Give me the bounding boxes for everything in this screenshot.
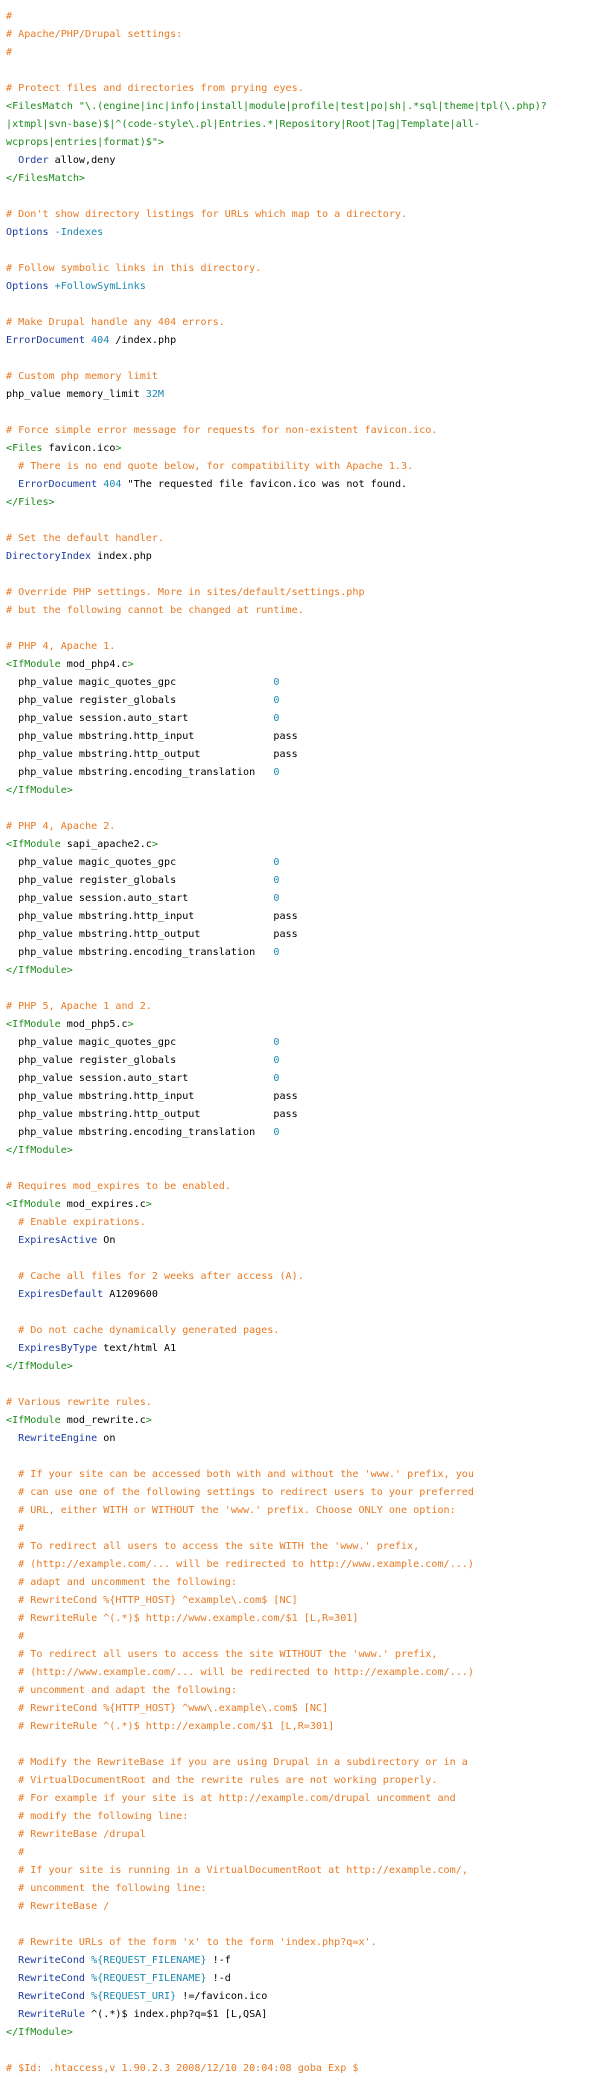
code-line: [6, 134, 600, 152]
code-line: [6, 566, 600, 584]
code-line: [6, 1304, 600, 1322]
value-token: 0: [273, 677, 280, 688]
code-line: [6, 872, 600, 890]
code-line: [6, 1322, 600, 1340]
code-line: [6, 2060, 600, 2078]
plain-text: [6, 2009, 18, 2020]
directive-keyword: Options: [6, 281, 49, 292]
tag-text: </IfModule>: [6, 1145, 73, 1156]
code-line: [6, 332, 600, 350]
code-line: [6, 170, 600, 188]
plain-text: allow,deny: [48, 155, 116, 166]
code-line: [6, 278, 600, 296]
plain-text: [6, 1955, 18, 1966]
tag-text: <FilesMatch "\.(engine|inc|info|install|module|profile|test|po|sh|.*sql|theme|tpl(\.php)?: [6, 101, 547, 112]
plain-text: php_value mbstring.http_output pass: [6, 929, 298, 940]
plain-text: php_value register_globals: [6, 1055, 274, 1066]
code-line: [6, 1088, 600, 1106]
plain-text: on: [97, 1433, 116, 1444]
comment-text: # PHP 5, Apache 1 and 2.: [6, 1001, 152, 1012]
directive-keyword: ExpiresActive: [18, 1235, 98, 1246]
code-line: [6, 1430, 600, 1448]
code-line: [6, 350, 600, 368]
plain-text: "The requested file favicon.ico was not found.: [121, 479, 408, 490]
comment-text: # (http://example.com/... will be redirected to http://www.example.com/...): [6, 1559, 474, 1570]
value-token: 32M: [145, 389, 165, 400]
tag-text: <IfModule: [6, 1019, 61, 1030]
comment-text: # RewriteBase /drupal: [6, 1829, 146, 1840]
value-token: 0: [273, 1055, 280, 1066]
code-line: [6, 1070, 600, 1088]
plain-text: favicon.ico: [42, 443, 116, 454]
code-line: [6, 1538, 600, 1556]
code-line: [6, 1196, 600, 1214]
code-line: [6, 62, 600, 80]
code-line: [6, 1214, 600, 1232]
comment-text: #: [6, 47, 13, 58]
plain-text: php_value mbstring.http_input pass: [6, 1091, 298, 1102]
plain-text: [6, 479, 18, 490]
plain-text: php_value register_globals: [6, 695, 274, 706]
comment-text: # adapt and uncomment the following:: [6, 1577, 237, 1588]
comment-text: # modify the following line:: [6, 1811, 189, 1822]
value-token: +FollowSymLinks: [54, 281, 146, 292]
comment-text: # Make Drupal handle any 404 errors.: [6, 317, 225, 328]
code-line: [6, 1754, 600, 1772]
plain-text: php_value mbstring.http_output pass: [6, 749, 298, 760]
comment-text: # Cache all files for 2 weeks after access (A).: [6, 1271, 304, 1282]
code-line: [6, 1934, 600, 1952]
plain-text: php_value magic_quotes_gpc: [6, 857, 274, 868]
value-token: 0: [273, 1073, 280, 1084]
plain-text: [6, 1433, 18, 1444]
value-token: %{REQUEST_FILENAME}: [91, 1973, 207, 1984]
code-line: [6, 80, 600, 98]
comment-text: # Don't show directory listings for URLs which map to a directory.: [6, 209, 408, 220]
value-token: 0: [273, 1037, 280, 1048]
value-token: 0: [273, 767, 280, 778]
code-line: [6, 458, 600, 476]
tag-text: >: [151, 839, 158, 850]
code-line: [6, 1502, 600, 1520]
plain-text: [6, 1973, 18, 1984]
comment-text: # Apache/PHP/Drupal settings:: [6, 29, 183, 40]
plain-text: [6, 155, 18, 166]
code-line: [6, 386, 600, 404]
comment-text: # Force simple error message for requests for non-existent favicon.ico.: [6, 425, 438, 436]
plain-text: A1209600: [103, 1289, 158, 1300]
code-line: [6, 116, 600, 134]
value-token: 0: [273, 947, 280, 958]
code-line: [6, 1340, 600, 1358]
tag-text: </IfModule>: [6, 965, 73, 976]
directive-keyword: RewriteEngine: [18, 1433, 98, 1444]
tag-text: <IfModule: [6, 839, 61, 850]
value-token: 0: [273, 893, 280, 904]
code-line: [6, 746, 600, 764]
plain-text: php_value register_globals: [6, 875, 274, 886]
code-line: [6, 26, 600, 44]
code-line: [6, 980, 600, 998]
directive-keyword: DirectoryIndex: [6, 551, 92, 562]
code-line: [6, 1880, 600, 1898]
plain-text: index.php: [91, 551, 152, 562]
code-line: [6, 1808, 600, 1826]
code-line: [6, 710, 600, 728]
code-line: [6, 440, 600, 458]
comment-text: # RewriteCond %{HTTP_HOST} ^www\.example\.com$ [NC]: [6, 1703, 329, 1714]
directive-keyword: ErrorDocument: [6, 335, 86, 346]
tag-text: </IfModule>: [6, 785, 73, 796]
code-line: [6, 368, 600, 386]
comment-text: #: [6, 11, 13, 22]
code-line: [6, 476, 600, 494]
comment-text: # Set the default handler.: [6, 533, 165, 544]
code-line: [6, 1412, 600, 1430]
directive-keyword: RewriteCond: [18, 1991, 86, 2002]
plain-text: php_value magic_quotes_gpc: [6, 677, 274, 688]
plain-text: mod_rewrite.c: [60, 1415, 146, 1426]
code-line: [6, 1520, 600, 1538]
plain-text: [6, 1289, 18, 1300]
code-line: [6, 692, 600, 710]
code-line: [6, 1610, 600, 1628]
tag-text: >: [145, 1415, 152, 1426]
comment-text: # uncomment and adapt the following:: [6, 1685, 237, 1696]
comment-text: # URL, either WITH or WITHOUT the 'www.' prefix. Choose ONLY one option:: [6, 1505, 456, 1516]
plain-text: php_value mbstring.encoding_translation: [6, 947, 274, 958]
value-token: %{REQUEST_URI}: [91, 1991, 177, 2002]
value-token: 404: [103, 479, 122, 490]
code-line: [6, 1718, 600, 1736]
code-line: [6, 1862, 600, 1880]
comment-text: # If your site can be accessed both with and without the 'www.' prefix, you: [6, 1469, 474, 1480]
code-line: [6, 1448, 600, 1466]
tag-text: <IfModule: [6, 1199, 61, 1210]
comment-text: # If your site is running in a VirtualDocumentRoot at http://example.com/,: [6, 1865, 468, 1876]
plain-text: php_value mbstring.http_output pass: [6, 1109, 298, 1120]
comment-text: # To redirect all users to access the site WITHOUT the 'www.' prefix,: [6, 1649, 438, 1660]
code-line: [6, 1628, 600, 1646]
code-line: [6, 1160, 600, 1178]
tag-text: >: [145, 1199, 152, 1210]
code-line: [6, 1178, 600, 1196]
code-line: [6, 242, 600, 260]
code-line: [6, 764, 600, 782]
directive-keyword: RewriteCond: [18, 1973, 86, 1984]
code-line: [6, 44, 600, 62]
code-line: [6, 1142, 600, 1160]
value-token: %{REQUEST_FILENAME}: [91, 1955, 207, 1966]
code-line: [6, 260, 600, 278]
code-line: [6, 944, 600, 962]
comment-text: # can use one of the following settings to redirect users to your preferred: [6, 1487, 474, 1498]
plain-text: php_value mbstring.encoding_translation: [6, 1127, 274, 1138]
code-line: [6, 1952, 600, 1970]
comment-text: # For example if your site is at http://example.com/drupal uncomment and: [6, 1793, 456, 1804]
directive-keyword: RewriteCond: [18, 1955, 86, 1966]
code-line: [6, 1736, 600, 1754]
tag-text: <IfModule: [6, 1415, 61, 1426]
plain-text: php_value mbstring.http_input pass: [6, 731, 298, 742]
plain-text: [6, 1991, 18, 2002]
directive-keyword: ExpiresDefault: [18, 1289, 104, 1300]
code-line: [6, 206, 600, 224]
plain-text: mod_php5.c: [60, 1019, 128, 1030]
code-line: [6, 422, 600, 440]
code-line: [6, 620, 600, 638]
code-line: [6, 1376, 600, 1394]
code-line: [6, 854, 600, 872]
plain-text: [6, 1343, 18, 1354]
tag-text: |xtmpl|svn-base)$|^(code-style\.pl|Entries.*|Repository|Root|Tag|Template|all-: [6, 119, 481, 130]
comment-text: # uncomment the following line:: [6, 1883, 207, 1894]
code-line: [6, 1052, 600, 1070]
code-line: [6, 1844, 600, 1862]
directive-keyword: ExpiresByType: [18, 1343, 98, 1354]
code-line: [6, 314, 600, 332]
plain-text: On: [97, 1235, 116, 1246]
comment-text: # but the following cannot be changed at runtime.: [6, 605, 304, 616]
plain-text: !-f: [206, 1955, 231, 1966]
code-line: [6, 1682, 600, 1700]
code-line: [6, 1664, 600, 1682]
id-comment: # $Id: .htaccess,v 1.90.2.3 2008/12/10 20:04:08 goba Exp $: [6, 2063, 359, 2074]
code-line: [6, 404, 600, 422]
comment-text: #: [6, 1631, 25, 1642]
code-line: [6, 890, 600, 908]
code-line: [6, 800, 600, 818]
comment-text: # Enable expirations.: [6, 1217, 146, 1228]
code-line: [6, 1016, 600, 1034]
plain-text: /index.php: [109, 335, 177, 346]
code-line: [6, 152, 600, 170]
comment-text: # RewriteRule ^(.*)$ http://example.com/$1 [L,R=301]: [6, 1721, 335, 1732]
code-line: [6, 1358, 600, 1376]
comment-text: # RewriteRule ^(.*)$ http://www.example.com/$1 [L,R=301]: [6, 1613, 359, 1624]
code-line: [6, 1970, 600, 1988]
plain-text: php_value session.auto_start: [6, 893, 274, 904]
code-line: [6, 1484, 600, 1502]
code-line: [6, 926, 600, 944]
plain-text: mod_php4.c: [60, 659, 128, 670]
code-line: [6, 98, 600, 116]
code-line: [6, 512, 600, 530]
code-line: [6, 1250, 600, 1268]
code-line: [6, 2042, 600, 2060]
directive-keyword: Options: [6, 227, 49, 238]
plain-text: mod_expires.c: [60, 1199, 146, 1210]
comment-text: # Custom php memory limit: [6, 371, 158, 382]
value-token: 404: [91, 335, 110, 346]
code-line: [6, 1124, 600, 1142]
tag-text: </IfModule>: [6, 1361, 73, 1372]
value-token: 0: [273, 857, 280, 868]
plain-text: php_value magic_quotes_gpc: [6, 1037, 274, 1048]
comment-text: # RewriteBase /: [6, 1901, 110, 1912]
tag-text: wcprops|entries|format)$">: [6, 137, 165, 148]
plain-text: !=/favicon.ico: [176, 1991, 268, 2002]
code-line: [6, 1286, 600, 1304]
code-line: [6, 1106, 600, 1124]
plain-text: php_value session.auto_start: [6, 713, 274, 724]
code-line: [6, 656, 600, 674]
code-line: [6, 494, 600, 512]
code-line: [6, 998, 600, 1016]
comment-text: # (http://www.example.com/... will be redirected to http://example.com/...): [6, 1667, 474, 1678]
directive-keyword: Order: [18, 155, 49, 166]
code-line: [6, 530, 600, 548]
code-line: [6, 1700, 600, 1718]
directive-keyword: RewriteRule: [18, 2009, 86, 2020]
code-line: [6, 1034, 600, 1052]
comment-text: #: [6, 1523, 25, 1534]
plain-text: text/html A1: [97, 1343, 177, 1354]
code-line: [6, 602, 600, 620]
code-line: [6, 8, 600, 26]
comment-text: # Protect files and directories from prying eyes.: [6, 83, 304, 94]
code-line: [6, 1232, 600, 1250]
plain-text: php_value session.auto_start: [6, 1073, 274, 1084]
tag-text: >: [127, 1019, 134, 1030]
code-line: [6, 1826, 600, 1844]
code-line: [6, 188, 600, 206]
code-line: [6, 2024, 600, 2042]
code-line: [6, 1592, 600, 1610]
comment-text: # PHP 4, Apache 2.: [6, 821, 116, 832]
value-token: 0: [273, 875, 280, 886]
comment-text: # Various rewrite rules.: [6, 1397, 152, 1408]
code-line: [6, 836, 600, 854]
tag-text: <IfModule: [6, 659, 61, 670]
code-line: [6, 728, 600, 746]
comment-text: # Do not cache dynamically generated pages.: [6, 1325, 280, 1336]
code-line: [6, 584, 600, 602]
code-line: [6, 674, 600, 692]
code-line: [6, 818, 600, 836]
plain-text: !-d: [206, 1973, 231, 1984]
value-token: 0: [273, 695, 280, 706]
tag-text: </IfModule>: [6, 2027, 73, 2038]
code-line: [6, 548, 600, 566]
code-line: [6, 1790, 600, 1808]
tag-text: </FilesMatch>: [6, 173, 86, 184]
comment-text: # Override PHP settings. More in sites/default/settings.php: [6, 587, 365, 598]
value-token: 0: [273, 1127, 280, 1138]
code-line: [6, 638, 600, 656]
code-line: [6, 1898, 600, 1916]
code-line: [6, 224, 600, 242]
plain-text: php_value mbstring.encoding_translation: [6, 767, 274, 778]
plain-text: ^(.*)$ index.php?q=$1 [L,QSA]: [85, 2009, 268, 2020]
comment-text: # There is no end quote below, for compatibility with Apache 1.3.: [6, 461, 414, 472]
comment-text: # RewriteCond %{HTTP_HOST} ^example\.com$ [NC]: [6, 1595, 298, 1606]
code-line: [6, 962, 600, 980]
code-line: [6, 782, 600, 800]
code-line: [6, 1268, 600, 1286]
tag-text: >: [115, 443, 122, 454]
plain-text: [6, 1235, 18, 1246]
directive-keyword: ErrorDocument: [18, 479, 98, 490]
code-line: [6, 1988, 600, 2006]
comment-text: # Rewrite URLs of the form 'x' to the form 'index.php?q=x'.: [6, 1937, 377, 1948]
value-token: 0: [273, 713, 280, 724]
tag-text: </Files>: [6, 497, 55, 508]
code-line: [6, 2006, 600, 2024]
code-line: [6, 1772, 600, 1790]
comment-text: # Modify the RewriteBase if you are using Drupal in a subdirectory or in a: [6, 1757, 468, 1768]
code-line: [6, 908, 600, 926]
plain-text: php_value mbstring.http_input pass: [6, 911, 298, 922]
value-token: -Indexes: [54, 227, 104, 238]
code-line: [6, 1556, 600, 1574]
code-line: [6, 1574, 600, 1592]
code-line: [6, 1646, 600, 1664]
plain-text: php_value memory_limit: [6, 389, 146, 400]
comment-text: # To redirect all users to access the site WITH the 'www.' prefix,: [6, 1541, 420, 1552]
comment-text: # VirtualDocumentRoot and the rewrite rules are not working properly.: [6, 1775, 438, 1786]
code-line: [6, 296, 600, 314]
tag-text: >: [127, 659, 134, 670]
comment-text: # Requires mod_expires to be enabled.: [6, 1181, 231, 1192]
comment-text: #: [6, 1847, 25, 1858]
tag-text: <Files: [6, 443, 43, 454]
code-line: [6, 1466, 600, 1484]
code-line: [6, 1394, 600, 1412]
comment-text: # PHP 4, Apache 1.: [6, 641, 116, 652]
plain-text: sapi_apache2.c: [60, 839, 152, 850]
comment-text: # Follow symbolic links in this directory.: [6, 263, 262, 274]
code-line: [6, 1916, 600, 1934]
